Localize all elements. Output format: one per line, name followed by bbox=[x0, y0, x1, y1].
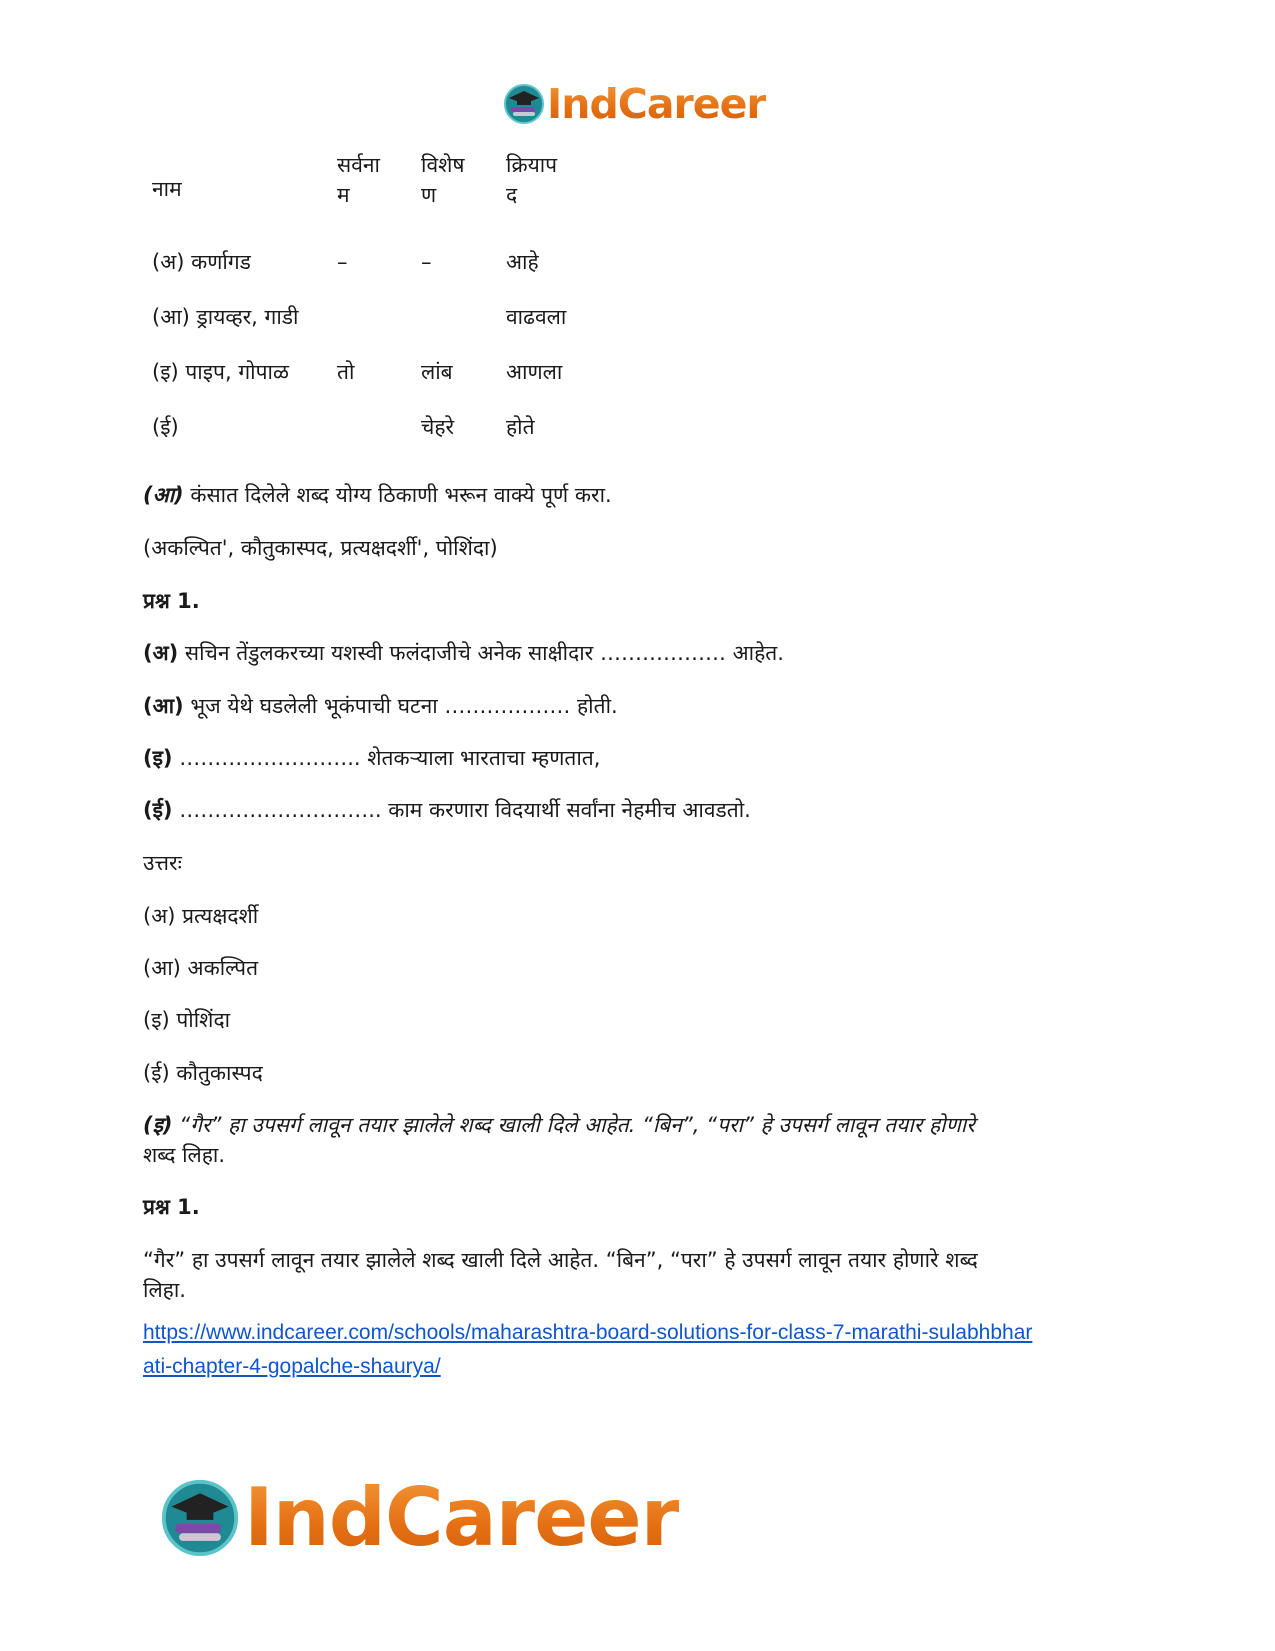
graduation-cap-books-icon bbox=[160, 1478, 240, 1558]
question-item: (अ) सचिन तेंडुलकरच्या यशस्वी फलंदाजीचे अनेक साक्षीदार ……………… आहेत. bbox=[143, 641, 784, 665]
table-cell: होते bbox=[506, 415, 535, 439]
table-cell: लांब bbox=[421, 360, 453, 384]
question-text: “गैर” हा उपसर्ग लावून तयार झालेले शब्द खाली दिले आहेत. “बिन”, “परा” हे उपसर्ग लावून तयार होणारे शब्द लिहा. bbox=[143, 1248, 978, 1302]
table-header-cell: नाम bbox=[152, 177, 182, 201]
question-item: (आ) भूज येथे घडलेली भूकंपाची घटना ……………… होती. bbox=[143, 694, 618, 718]
table-cell: (आ) ड्रायव्हर, गाडी bbox=[152, 305, 299, 329]
section-heading: (इ) “गैर” हा उपसर्ग लावून तयार झालेले शब्द खाली दिले आहेत. “बिन”, “परा” हे उपसर्ग लावून तयार होणारे शब्द लिहा. bbox=[143, 1113, 975, 1167]
table-cell: चेहरे bbox=[421, 415, 455, 439]
question-item: (इ) …………………….. शेतकऱ्याला भारताचा म्हणतात, bbox=[143, 746, 601, 770]
table-cell: (अ) कर्णागड bbox=[152, 250, 251, 274]
table-header-cell: सर्वना म bbox=[337, 153, 380, 207]
chapter-link[interactable] bbox=[143, 1316, 1032, 1384]
indcareer-logo-bottom bbox=[160, 1470, 679, 1566]
chapter-link-line[interactable]: https://www.indcareer.com/schools/maharashtra-board-solutions-for-class-7-marathi-sulabhbhar bbox=[143, 1321, 1033, 1344]
answer-item: (अ) प्रत्यक्षदर्शी bbox=[143, 904, 259, 928]
table-cell: तो bbox=[337, 360, 355, 384]
graduation-cap-books-icon bbox=[503, 83, 545, 125]
table-cell: आहे bbox=[506, 250, 539, 274]
brand-wordmark: IndCareer bbox=[244, 1471, 680, 1564]
indcareer-logo-top bbox=[503, 80, 766, 128]
table-cell: – bbox=[337, 250, 348, 274]
section-heading: (आ) कंसात दिलेले शब्द योग्य ठिकाणी भरून वाक्ये पूर्ण करा. bbox=[143, 483, 612, 507]
table-header-cell: क्रियाप द bbox=[506, 153, 558, 207]
word-choices: (अकल्पित', कौतुकास्पद, प्रत्यक्षदर्शी', पोशिंदा) bbox=[143, 536, 498, 560]
question-item: (ई) ……………………….. काम करणारा विदयार्थी सर्वांना नेहमीच आवडतो. bbox=[143, 798, 751, 822]
table-cell: (ई) bbox=[152, 415, 179, 439]
chapter-link-line[interactable]: ati-chapter-4-gopalche-shaurya/ bbox=[143, 1355, 441, 1378]
table-header-cell: विशेष ण bbox=[421, 153, 465, 207]
table-cell: (इ) पाइप, गोपाळ bbox=[152, 360, 289, 384]
answer-label: उत्तरः bbox=[143, 851, 182, 875]
table-cell: आणला bbox=[506, 360, 563, 384]
table-cell: – bbox=[421, 250, 432, 274]
question-label: प्रश्न 1. bbox=[143, 589, 200, 613]
table-cell: वाढवला bbox=[506, 305, 567, 329]
answer-item: (इ) पोशिंदा bbox=[143, 1008, 231, 1032]
brand-wordmark: IndCareer bbox=[547, 80, 766, 128]
question-label: प्रश्न 1. bbox=[143, 1195, 200, 1219]
answer-item: (आ) अकल्पित bbox=[143, 956, 259, 980]
answer-item: (ई) कौतुकास्पद bbox=[143, 1061, 263, 1085]
